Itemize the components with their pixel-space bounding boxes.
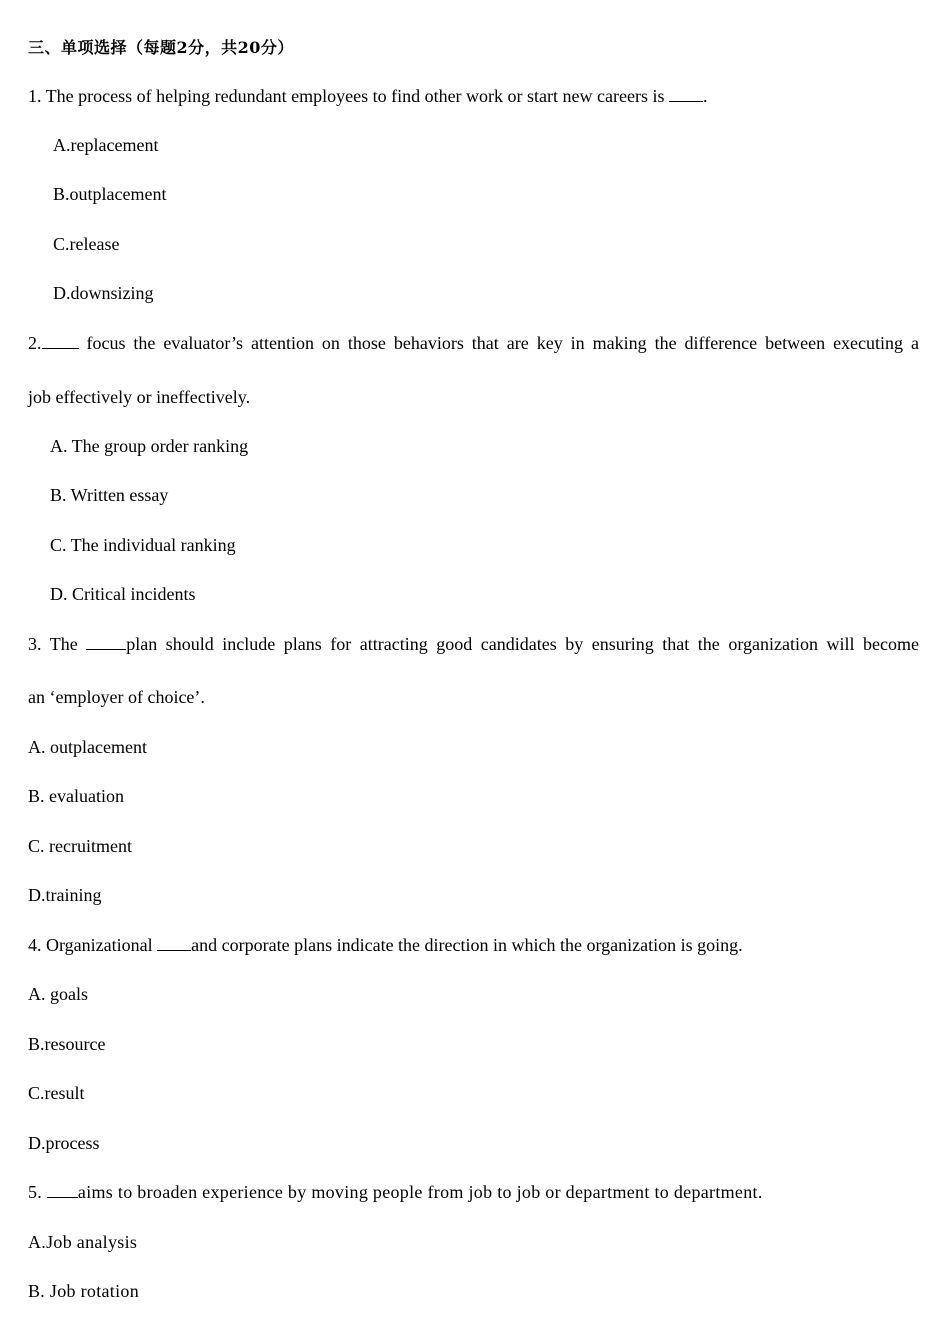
- question-4-option-c: C.result: [28, 1083, 85, 1103]
- question-2-number: 2.: [28, 333, 42, 353]
- question-3-option-a: A. outplacement: [28, 737, 147, 757]
- question-3-option-d: D.training: [28, 885, 102, 905]
- question-3-number: 3. The: [28, 634, 87, 654]
- question-4-option-d: D.process: [28, 1133, 100, 1153]
- question-5-blank: [47, 1181, 78, 1198]
- question-1-option-a: A.replacement: [53, 135, 159, 155]
- question-3-text: plan should include plans for attracting good candidates by ensuring that the organization will become: [126, 634, 919, 654]
- question-4-stem: [28, 934, 743, 956]
- section-heading: 三、单项选择（每题2分，共20分）: [28, 38, 294, 57]
- question-2-option-a: A. The group order ranking: [50, 436, 249, 456]
- question-2-blank: [42, 332, 79, 349]
- question-4-option-b: B.resource: [28, 1034, 106, 1054]
- question-2-option-b: B. Written essay: [50, 485, 169, 505]
- question-1-text-end: .: [702, 86, 708, 106]
- question-1-stem: [28, 85, 707, 107]
- question-3-blank: [86, 633, 126, 650]
- question-2-stem: [28, 332, 919, 354]
- question-1-text: 1. The process of helping redundant employees to find other work or start new careers is: [28, 86, 669, 106]
- question-4-text-end: and corporate plans indicate the direction in which the organization is going.: [191, 935, 743, 955]
- question-4-option-a: A. goals: [28, 984, 88, 1004]
- question-2-text: focus the evaluator’s attention on those behaviors that are key in making the difference between executing a: [86, 333, 919, 353]
- question-5-text: aims to broaden experience by moving people from job to job or department to department.: [77, 1182, 763, 1202]
- question-1-blank: [669, 85, 703, 102]
- question-2-option-d: D. Critical incidents: [50, 584, 196, 604]
- question-1-option-d: D.downsizing: [53, 283, 154, 303]
- question-2-stem-continued: job effectively or ineffectively.: [28, 387, 251, 407]
- question-4-blank: [157, 934, 191, 951]
- question-3-option-b: B. evaluation: [28, 786, 124, 806]
- question-5-number: 5.: [28, 1182, 47, 1202]
- question-3-option-c: C. recruitment: [28, 836, 132, 856]
- question-5-option-b: B. Job rotation: [28, 1281, 139, 1301]
- question-1-option-b: B.outplacement: [53, 184, 167, 204]
- question-2-option-c: C. The individual ranking: [50, 535, 236, 555]
- question-4-text: 4. Organizational: [28, 935, 158, 955]
- question-5-stem: [28, 1181, 763, 1203]
- question-3-stem-continued: an ‘employer of choice’.: [28, 687, 205, 707]
- question-3-stem: [28, 633, 919, 655]
- question-1-option-c: C.release: [53, 234, 120, 254]
- question-5-option-a: A.Job analysis: [28, 1232, 138, 1252]
